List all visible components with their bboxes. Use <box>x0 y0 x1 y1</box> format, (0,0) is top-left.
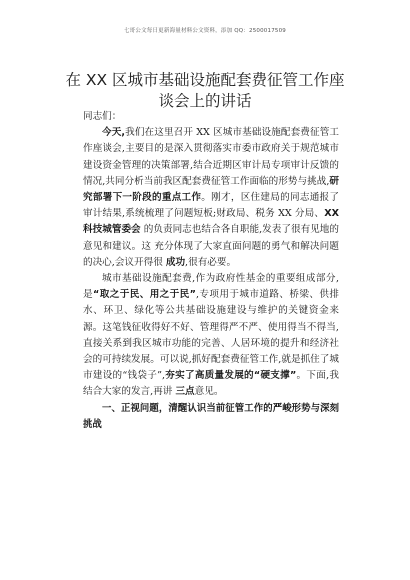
document-body <box>83 109 339 433</box>
document-title: 在 XX 区城市基础设施配套费征管工作座谈会上的讲话 <box>65 71 345 110</box>
paragraph-2-bold-2: 夯实了高质量发展的“硬支撑” <box>165 370 297 382</box>
paragraph-2-text-d: 意见。 <box>194 386 224 398</box>
paragraph-1-bold-1: 研究部署下一阶段的重点工作 <box>83 175 340 204</box>
paragraph-2-text-a: 城市基础设施配套费,作为政府性基金的重要组成部分,是 <box>83 273 339 301</box>
paragraph-1-text-c: XX 分局、 <box>274 208 325 220</box>
section-heading-1: 一、正视问题，清醒认识当前征管工作的严峻形势与深刻挑战 <box>83 402 339 430</box>
header-note: 七哥公文每日更新海量材料公文资料，添加 QQ：2500017509 <box>123 28 286 34</box>
paragraph-1-text-d: 的负责同志也结合各自职能,发表了很有见地的意见和建议。这 充分体现了大家直面问题的勇气和解决问题的决心,会议开得很 <box>83 224 339 268</box>
paragraph-1-text-b: 。刚才，区住建局的同志通报了审计结果,系统梳理了问题短板;财政局、税务 <box>83 192 340 220</box>
paragraph-1 <box>83 125 339 271</box>
paragraph-2-text-c: 。下面,我结合大家的发言,再讲 <box>83 370 339 398</box>
salutation: 同志们： <box>83 111 122 122</box>
paragraph-1-bold-2: XX 科技城管委会 <box>83 208 339 236</box>
paragraph-1-text-a: 我们在这里召开 XX 区城市基础设施配套费征管工作座谈会,主要目的是深入贯彻落实市委市政府关于规范城市建设资金管理的决策部署,结合近期区审计局专项审计反馈的情况,共同分析当前我区配套费征管工作面临的形势与挑战, <box>83 127 339 187</box>
paragraph-2-text-b: ,专项用于城市道路、桥梁、供排水、环卫、绿化等公共基础设施建设与维护的关键资金来源。这笔钱征收得好不好、管理得严不严、使用得当不得当,直接关系到我区城市功能的完善、人居环境的提升和经济社会的可持续发展。可以说,抓好配套费征管工作,就是抓住了城市建设的“钱袋子”, <box>83 289 339 382</box>
paragraph-1-bold-3: 成功 <box>165 256 186 268</box>
paragraph-1-lead: 今天, <box>102 127 126 139</box>
paragraph-2-bold-1: “取之于民、用之于民” <box>93 289 196 301</box>
paragraph-2-bold-3: 三点 <box>175 386 195 398</box>
paragraph-2 <box>83 271 339 401</box>
paragraph-1-text-e: ,很有必要。 <box>185 256 237 268</box>
